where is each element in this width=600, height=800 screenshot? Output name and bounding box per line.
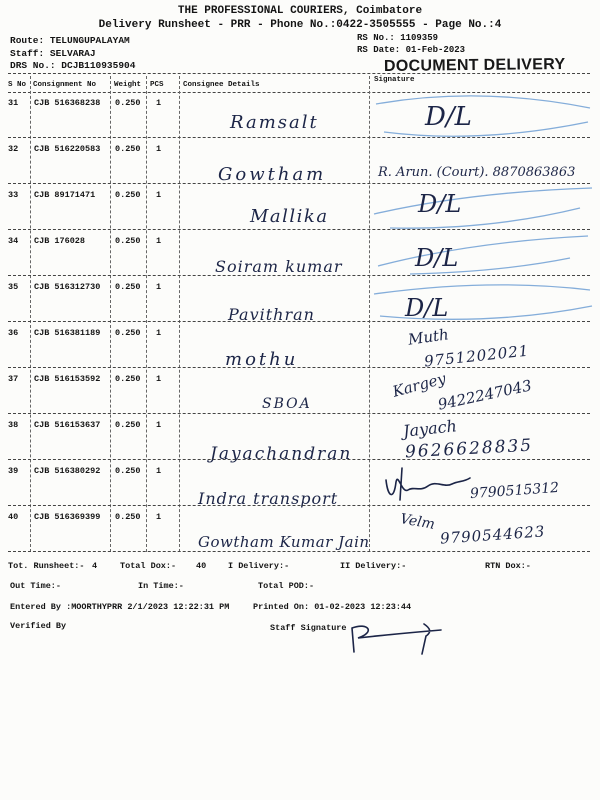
pieces: 1 [156, 512, 162, 522]
serial-number: 33 [8, 190, 19, 200]
rs-date: RS Date: 01-Feb-2023 [357, 45, 466, 55]
delivery-signature: D/L [425, 102, 472, 132]
pieces: 1 [156, 98, 162, 108]
receiver-signature-scribble [382, 464, 472, 504]
serial-number: 32 [8, 144, 19, 154]
consignment-number: CJB 516381189 [34, 328, 101, 338]
consignee-name: Gowtham [218, 164, 327, 185]
consignment-number: CJB 516380292 [34, 466, 101, 476]
consignment-number: CJB 176028 [34, 236, 86, 246]
total-dox-label: Total Dox:- [120, 561, 177, 571]
table-row [0, 368, 600, 414]
receiver-signature: Jayach [402, 416, 458, 441]
table-row [0, 138, 600, 184]
pieces: 1 [156, 144, 162, 154]
receiver-signature: Muth [406, 325, 450, 349]
weight: 0.250 [115, 374, 141, 384]
serial-number: 37 [8, 374, 19, 384]
pieces: 1 [156, 190, 162, 200]
first-delivery-label: I Delivery:- [228, 561, 290, 571]
consignment-number: CJB 516368238 [34, 98, 101, 108]
pieces: 1 [156, 236, 162, 246]
pen-stroke [376, 96, 590, 108]
consignment-number: CJB 89171471 [34, 190, 96, 200]
table-row [0, 276, 600, 322]
consignment-number: CJB 516220583 [34, 144, 101, 154]
pen-strokes [370, 276, 595, 322]
weight: 0.250 [115, 466, 141, 476]
staff-signature-scribble [346, 618, 446, 658]
total-runsheet-value: 4 [92, 561, 98, 571]
total-pod-label: Total POD:- [258, 581, 315, 591]
row-divider [8, 551, 590, 552]
serial-number: 35 [8, 282, 19, 292]
out-time-label: Out Time:- [10, 581, 62, 591]
consignee-name: SBOA [262, 396, 312, 412]
second-delivery-label: II Delivery:- [340, 561, 407, 571]
delivery-signature: D/L [418, 190, 462, 218]
signature-stroke [352, 624, 441, 654]
pieces: 1 [156, 420, 162, 430]
rtn-dox-label: RTN Dox:- [485, 561, 531, 571]
consignee-name: Mallika [250, 206, 329, 227]
serial-number: 39 [8, 466, 19, 476]
verified-by-label: Verified By [10, 621, 67, 631]
column-header-consignment: Consignment No [33, 81, 97, 89]
column-header-sno: S No [8, 81, 27, 89]
consignment-number: CJB 516153592 [34, 374, 101, 384]
staff-signature-label: Staff Signature [270, 623, 347, 633]
receiver-signature: Kargey [390, 369, 448, 401]
receiver-phone: 9790515312 [469, 479, 560, 503]
weight: 0.250 [115, 190, 141, 200]
column-header-weight: Weight [114, 81, 142, 89]
weight: 0.250 [115, 328, 141, 338]
serial-number: 31 [8, 98, 19, 108]
table-row [0, 184, 600, 230]
weight: 0.250 [115, 282, 141, 292]
weight: 0.250 [115, 512, 141, 522]
weight: 0.250 [115, 98, 141, 108]
printed-on: Printed On: 01-02-2023 12:23:44 [253, 602, 412, 612]
column-header-pcs: PCS [150, 81, 164, 89]
company-name: THE PROFESSIONAL COURIERS, Coimbatore [177, 5, 423, 17]
consignee-name: Soiram kumar [215, 257, 343, 276]
pen-strokes [370, 230, 595, 276]
receiver-phone: 9626628835 [404, 435, 534, 463]
consignee-name: Indra transport [198, 489, 339, 508]
table-row [0, 230, 600, 276]
serial-number: 36 [8, 328, 19, 338]
total-dox-value: 40 [196, 561, 207, 571]
weight: 0.250 [115, 144, 141, 154]
table-row [0, 506, 600, 552]
serial-number: 38 [8, 420, 19, 430]
receiver-signature: Velm [398, 511, 436, 533]
weight: 0.250 [115, 420, 141, 430]
pieces: 1 [156, 282, 162, 292]
table-row [0, 460, 600, 506]
consignee-name: Jayachandran [210, 444, 353, 464]
table-row [0, 322, 600, 371]
consignment-number: CJB 516312730 [34, 282, 101, 292]
column-header-signature: Signature [374, 76, 415, 84]
pen-stroke [374, 188, 592, 214]
rs-number: RS No.: 1109359 [357, 33, 439, 43]
consignee-name: Ramsalt [230, 112, 319, 133]
drs-number: DRS No.: DCJB110935904 [10, 60, 136, 71]
pieces: 1 [156, 374, 162, 384]
delivery-signature: D/L [415, 244, 459, 272]
total-runsheet-label: Tot. Runsheet:- [8, 561, 85, 571]
pen-strokes [370, 184, 595, 230]
pieces: 1 [156, 328, 162, 338]
consignee-name: Pavithran [228, 305, 315, 324]
delivery-signature: R. Arun. (Court). 8870863863 [378, 165, 576, 180]
delivery-signature: D/L [405, 294, 449, 322]
consignee-name: Gowtham Kumar Jain [198, 533, 370, 551]
consignment-number: CJB 516153637 [34, 420, 101, 430]
document-delivery-stamp: DOCUMENT DELIVERY [383, 56, 566, 75]
staff-name: Staff: SELVARAJ [10, 48, 96, 59]
entered-by: Entered By :MOORTHYPRR 2/1/2023 12:22:31 PM [10, 602, 230, 612]
runsheet-title: Delivery Runsheet - PRR - Phone No.:0422-3505555 - Page No.:4 [98, 19, 502, 31]
column-header-consignee: Consignee Details [183, 81, 260, 89]
table-row [0, 92, 600, 138]
receiver-phone: 9422247043 [436, 376, 534, 414]
consignee-name: mothu [225, 349, 299, 370]
pen-stroke [384, 122, 588, 136]
signature-stroke [386, 468, 470, 500]
pieces: 1 [156, 466, 162, 476]
receiver-phone: 9790544623 [439, 522, 546, 548]
serial-number: 40 [8, 512, 19, 522]
weight: 0.250 [115, 236, 141, 246]
pen-strokes [370, 92, 595, 138]
pen-stroke [374, 285, 590, 294]
header-divider [8, 73, 590, 74]
pen-stroke [378, 236, 588, 266]
consignment-number: CJB 516369399 [34, 512, 101, 522]
in-time-label: In Time:- [138, 581, 184, 591]
serial-number: 34 [8, 236, 19, 246]
receiver-phone: 9751202021 [423, 341, 531, 371]
table-row [0, 414, 600, 464]
route: Route: TELUNGUPALAYAM [10, 35, 130, 46]
